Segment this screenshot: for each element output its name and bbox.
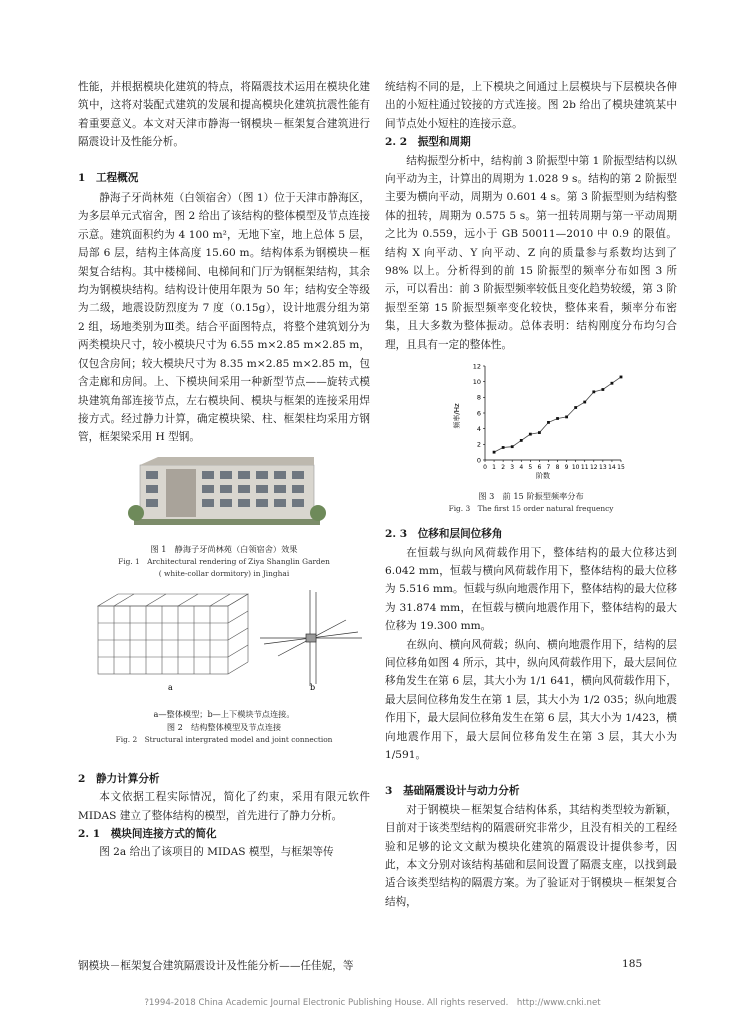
data-point [538,431,541,434]
section-1-heading: 1 工程概况 [78,171,139,184]
y-axis-label: 频率/Hz [453,403,461,429]
frequency-chart [385,358,677,482]
y-tick-label: 0 [476,456,481,465]
y-tick-label: 4 [476,425,481,434]
data-point [565,416,568,419]
figure-1-caption: 图 1 静海子牙尚林苑（白领宿舍）效果 [150,543,298,554]
section-2-2-heading: 2. 2 振型和周期 [385,136,471,149]
figure-1 [78,453,370,580]
y-tick-label: 6 [476,409,481,418]
figure-2-label-b: b [310,682,316,692]
section-2-2-paragraph: 结构振型分析中，结构前 3 阶振型中第 1 阶振型结构以纵向平动为主，计算出的周期为 1.028 9 s。结构的第 2 阶振型主要为横向平动，周期为 0.601 4 s。第 3 阶振型则为结构整体的扭转，周期为 0.575 5 s。第一扭转周期与第一平动周期之比为 0.559，远小于 GB 50011—2010 中 0.9 的限值。结构 X 向平动、Y 向平动、Z 向的质量参与系数均达到了 98% 以上。分析得到的前 15 阶振型的频率分布如图 3 所示，可以看出：前 3 阶振型频率较低且变化趋势较缓，第 3 阶振型至第 15 阶振型频率变化较快，整体来看，频率分布密集，且大多数为整体振动。总体表明：结构刚度分布均匀合理，且具有一定的整体性。 [385,154,677,351]
x-tick-label: 1 [492,464,496,472]
figure-3-caption: 图 3 前 15 阶振型频率分布 [478,491,584,502]
figure-2-caption-en: Fig. 2 Structural intergrated model and joint connection [115,734,333,744]
section-2-heading: 2 静力计算分析 [78,772,160,785]
y-tick-label: 8 [476,393,481,402]
data-point [611,382,614,385]
section-2-3-paragraph-1: 在恒载与纵向风荷载作用下，整体结构的最大位移达到 6.042 mm，恒载与横向风荷载作用下，整体结构的最大位移为 5.516 mm。恒载与纵向地震作用下，整体结构的最大位移为 31.874 mm，在恒载与横向地震作用下，整体结构的最大位移为 19.300 mm。 [385,546,677,633]
running-title: 钢模块－框架复合建筑隔震设计及性能分析——任佳妮，等 [78,960,354,972]
model-a-wireframe [98,594,248,674]
continuation-paragraph: 统结构不同的是，上下模块之间通过上层模块与下层模块各伸出的小短柱通过铰接的方式连接。图 2b 给出了模块建筑某中间节点处小短柱的连接示意。 [385,81,677,130]
data-point [583,401,586,404]
data-point [502,446,505,449]
data-point [601,388,604,391]
x-tick-label: 2 [501,464,506,472]
y-tick-label: 12 [472,362,481,371]
data-point [574,406,577,409]
section-2-paragraph: 本文依据工程实际情况，简化了约束，采用有限元软件 MIDAS 建立了整体结构的模型，首先进行了静力分析。 [78,791,370,822]
figure-2-subcaption: a—整体模型；b—上下模块节点连接。 [153,708,295,719]
x-tick-label: 4 [519,464,524,472]
x-tick-label: 0 [483,464,487,472]
section-2-1-paragraph: 图 2a 给出了该项目的 MIDAS 模型，与框架等传 [99,846,334,859]
figure-2 [78,586,370,746]
section-3-paragraph: 对于钢模块－框架复合结构体系，其结构类型较为新颖，目前对于该类型结构的隔震研究非常少，且没有相关的工程经验和足够的论文文献为模块化建筑的隔震设计提供参考，因此，本文分别对该结构基础和层间设置了隔震支座，以找到最适合该类型结构的隔震方案。为了验证对于钢模块－框架复合结构， [385,803,677,908]
section-2-1-heading: 2. 1 模块间连接方式的简化 [78,827,217,840]
x-tick-label: 5 [528,464,533,472]
x-tick-label: 6 [537,464,542,472]
page-number: 185 [622,958,643,970]
figure-2-caption: 图 2 结构整体模型及节点连接 [166,721,282,732]
copyright-notice: ?1994-2018 China Academic Journal Electronic Publishing House. All rights reserved. http://www.cnki.net [144,998,601,1008]
x-tick-label: 10 [571,464,580,472]
figure-1-caption-en-2: ( white-collar dormitory) in Jinghai [158,568,290,578]
data-point [592,391,595,394]
building-rendering-image [78,453,370,533]
x-tick-label: 15 [617,464,625,472]
section-1-paragraph: 静海子牙尚林苑（白领宿舍）（图 1）位于天津市静海区，为多层单元式宿舍，图 2 给出了该结构的整体模型及节点连接示意。建筑面积约为 4 100 m²，无地下室，地上总体 5 层，局部 6 层，结构主体高度 15.60 m。结构体系为钢模块－框架复合结构。其中楼梯间、电梯间和门厅为钢框架结构，其余均为钢模块结构。结构设计使用年限为 50 年；结构安全等级为二级，地震设防烈度为 7 度（0.15g），设计地震分组为第 2 组，场地类别为Ⅲ类。结合平面图特点，将整个建筑划分为两类模块尺寸，较小模块尺寸为 6.55 m×2.85 m×2.85 m，仅包含房间；较大模块尺寸为 8.35 m×2.85 m×2.85 m，包含走廊和房间。上、下模块间采用一种新型节点——旋转式模块建筑角部连接节点，左右模块间、模块与框架的连接采用焊接方式。经过静力计算，确定模块梁、柱、框架柱均采用方钢管，框架梁采用 H 型钢。 [78,192,370,444]
intro-paragraph: 性能，并根据模块化建筑的特点，将隔震技术运用在模块化建筑中，这将对装配式建筑的发展和提高模块化建筑抗震性能有着重要意义。本文对天津市静海一钢模块－框架复合建筑进行隔震设计及性能分析。 [78,81,370,149]
data-point [620,376,623,379]
section-2-3-heading: 2. 3 位移和层间位移角 [385,528,503,541]
y-tick-label: 10 [472,378,481,387]
data-point [520,439,523,442]
joint-b-diagram [260,590,362,686]
x-tick-label: 13 [599,464,607,472]
figure-3-caption-en: Fig. 3 The first 15 order natural frequency [448,504,614,514]
x-tick-label: 7 [546,464,551,472]
section-3-heading: 3 基础隔震设计与动力分析 [385,785,520,798]
structural-model-image [78,586,370,696]
figure-2-label-a: a [168,682,173,692]
data-point [547,421,550,424]
x-tick-label: 3 [510,464,515,472]
x-tick-label: 12 [589,464,598,472]
x-tick-label: 11 [580,464,589,472]
section-2-3-paragraph-2: 在纵向、横向风荷载；纵向、横向地震作用下，结构的层间位移角如图 4 所示，其中，纵向风荷载作用下，最大层间位移角发生在第 6 层，其大小为 1/1 641，横向风荷载作用下，最大层间位移角发生在第 1 层，其大小为 1/2 035；纵向地震作用下，最大层间位移角发生在第 6 层，其大小为 1/423，横向地震作用下，最大层间位移角发生在第 3 层，其大小为 1/591。 [385,638,677,761]
y-tick-label: 2 [476,440,481,449]
chart-marks [493,376,623,454]
x-tick-label: 8 [555,464,560,472]
right-column [385,78,677,911]
x-axis-label: 阶数 [536,472,550,481]
left-column [78,78,370,862]
figure-3 [385,358,677,515]
data-point [529,433,532,436]
chart-axes [473,362,625,471]
data-point [511,445,514,448]
x-tick-label: 14 [608,464,616,472]
data-point [556,417,559,420]
figure-1-caption-en: Fig. 1 Architectural rendering of Ziya Shanglin Garden [118,556,330,566]
data-point [493,451,496,454]
x-tick-label: 9 [564,464,569,472]
